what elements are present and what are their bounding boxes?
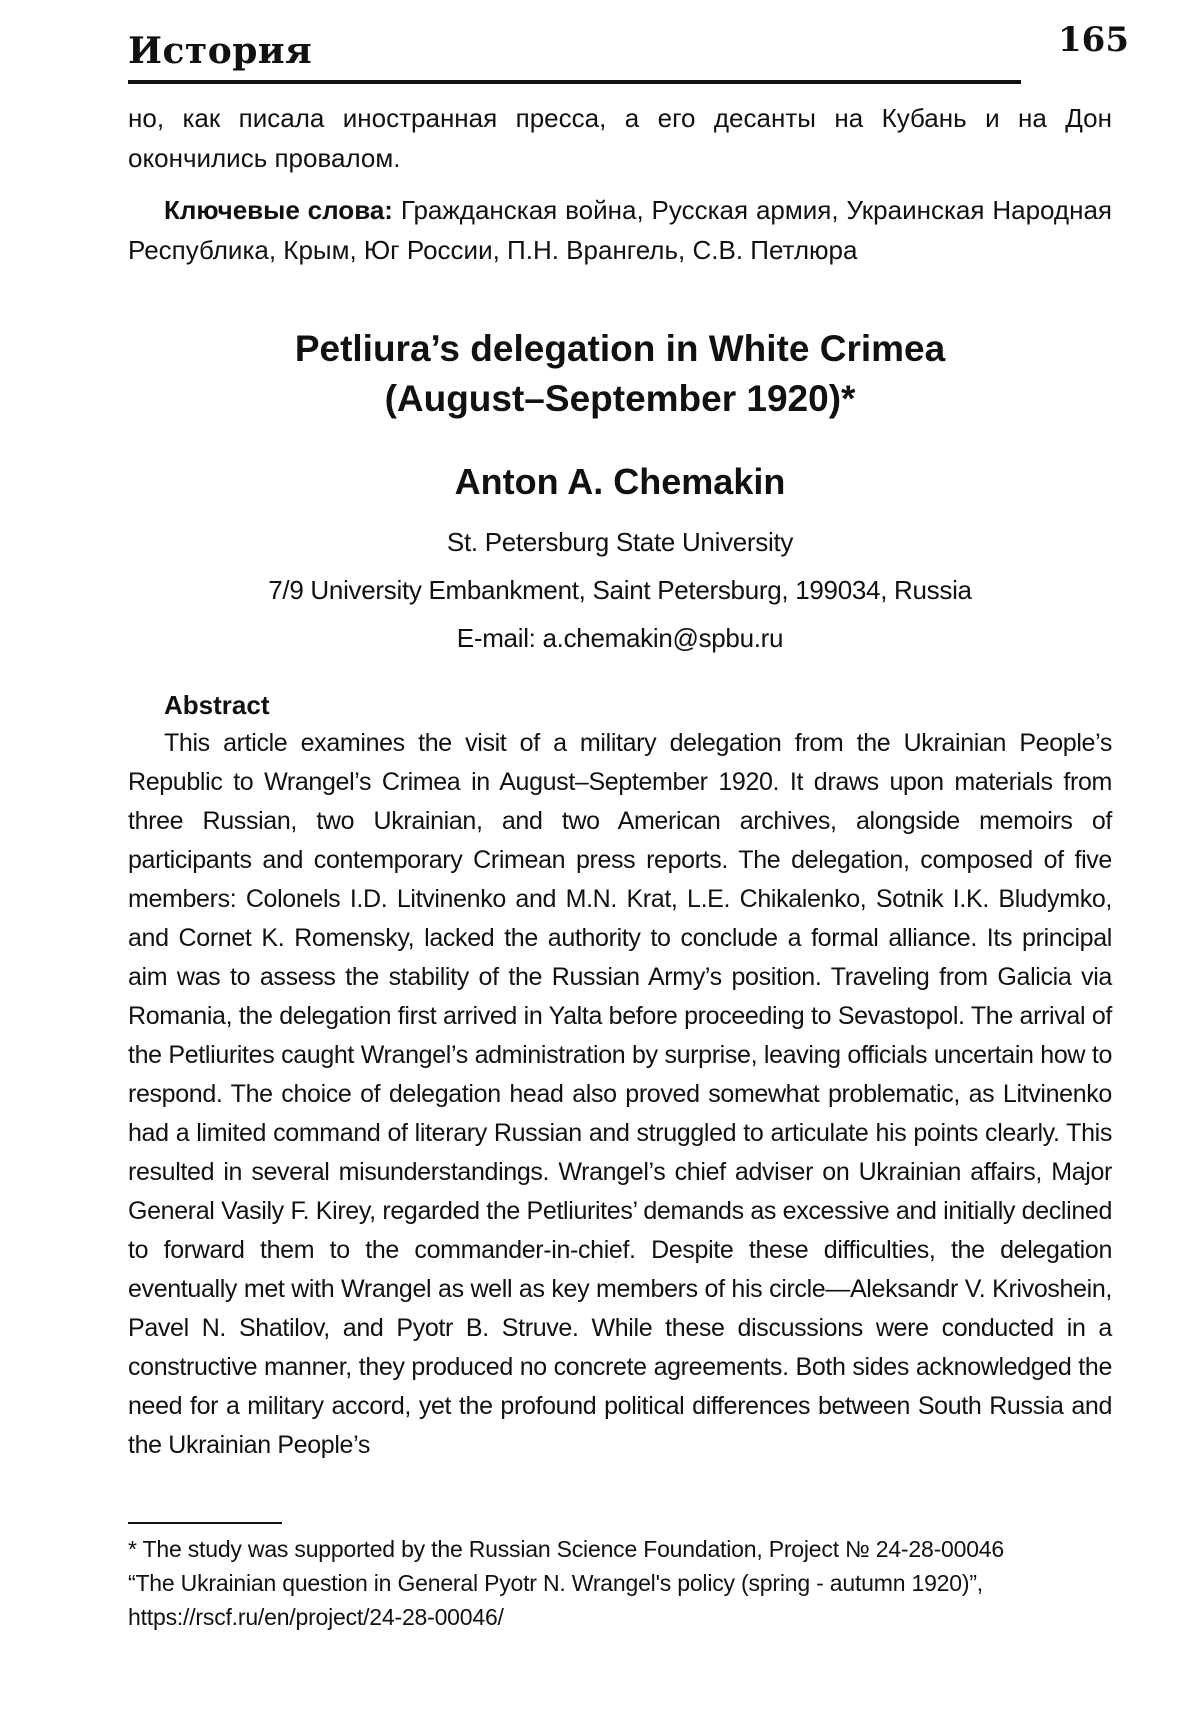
article-title-line2: (August–September 1920)* [384, 378, 856, 419]
russian-keywords [128, 190, 1112, 270]
author-name: Anton A. Chemakin [454, 461, 786, 502]
keywords-label: Ключевые слова: [164, 195, 393, 225]
author-email: E-mail: a.chemakin@spbu.ru [456, 623, 784, 653]
article-title-line1: Petliura’s delegation in White Crimea [294, 328, 946, 369]
abstract-body: This article examines the visit of a military delegation from the Ukrainian People’s Republic to Wrangel’s Crimea in August–September 1920. It draws upon materials from three Russian, two Ukrainian, and two American archives, alongside memoirs of participants and contemporary Crimean press reports. The delegation, composed of five members: Colonels I.D. Litvinenko and M.N. Krat, L.E. Chikalenko, Sotnik I.K. Bludymko, and Cornet K. Romensky, lacked the authority to conclude a formal alliance. Its principal aim was to assess the stability of the Russian Army’s position. Traveling from Galicia via Romania, the delegation first arrived in Yalta before proceeding to Sevastopol. The arrival of the Petliurites caught Wrangel’s administration by surprise, leaving officials uncertain how to respond. The choice of delegation head also proved somewhat problematic, as Litvinenko had a limited command of literary Russian and struggled to articulate his points clearly. This resulted in several misunderstandings. Wrangel’s chief adviser on Ukrainian affairs, Major General Vasily F. Kirey, regarded the Petliurites’ demands as excessive and initially declined to forward them to the commander-in-chief. Despite these difficulties, the delegation eventually met with Wrangel as well as key members of his circle—Aleksandr V. Krivoshein, Pavel N. Shatilov, and Pyotr B. Struve. While these discussions were conducted in a constructive manner, they produced no concrete agreements. Both sides acknowledged the need for a military accord, yet the profound political differences between South Russia and the Ukrainian People’s [128, 729, 1112, 1459]
keywords-text: Гражданская война, Русская армия, Украинская Народная Республика, Крым, Юг России, П.Н. Врангель, С.В. Петлюра [128, 195, 1112, 265]
abstract-heading: Abstract [164, 690, 270, 720]
running-header [128, 22, 1021, 84]
footnote-link[interactable]: https://rscf.ru/en/project/24-28-00046/ [128, 1604, 504, 1630]
footnote [128, 1532, 1112, 1634]
author-affiliation: St. Petersburg State University [446, 527, 794, 557]
page-number: 165 [1058, 20, 1129, 60]
article-title [128, 324, 1112, 424]
footnote-line2: “The Ukrainian question in General Pyotr N. Wrangel's policy (spring - autumn 1920)”, [128, 1570, 983, 1596]
author-address: 7/9 University Embankment, Saint Petersburg, 199034, Russia [268, 575, 972, 605]
footnote-line1: * The study was supported by the Russian Science Foundation, Project № 24-28-00046 [128, 1536, 1004, 1562]
russian-abstract-tail: но, как писала иностранная пресса, а его десанты на Кубань и на Дон окончились провалом. [128, 103, 1112, 173]
footnote-divider [128, 1522, 282, 1524]
section-title: История [128, 30, 313, 72]
